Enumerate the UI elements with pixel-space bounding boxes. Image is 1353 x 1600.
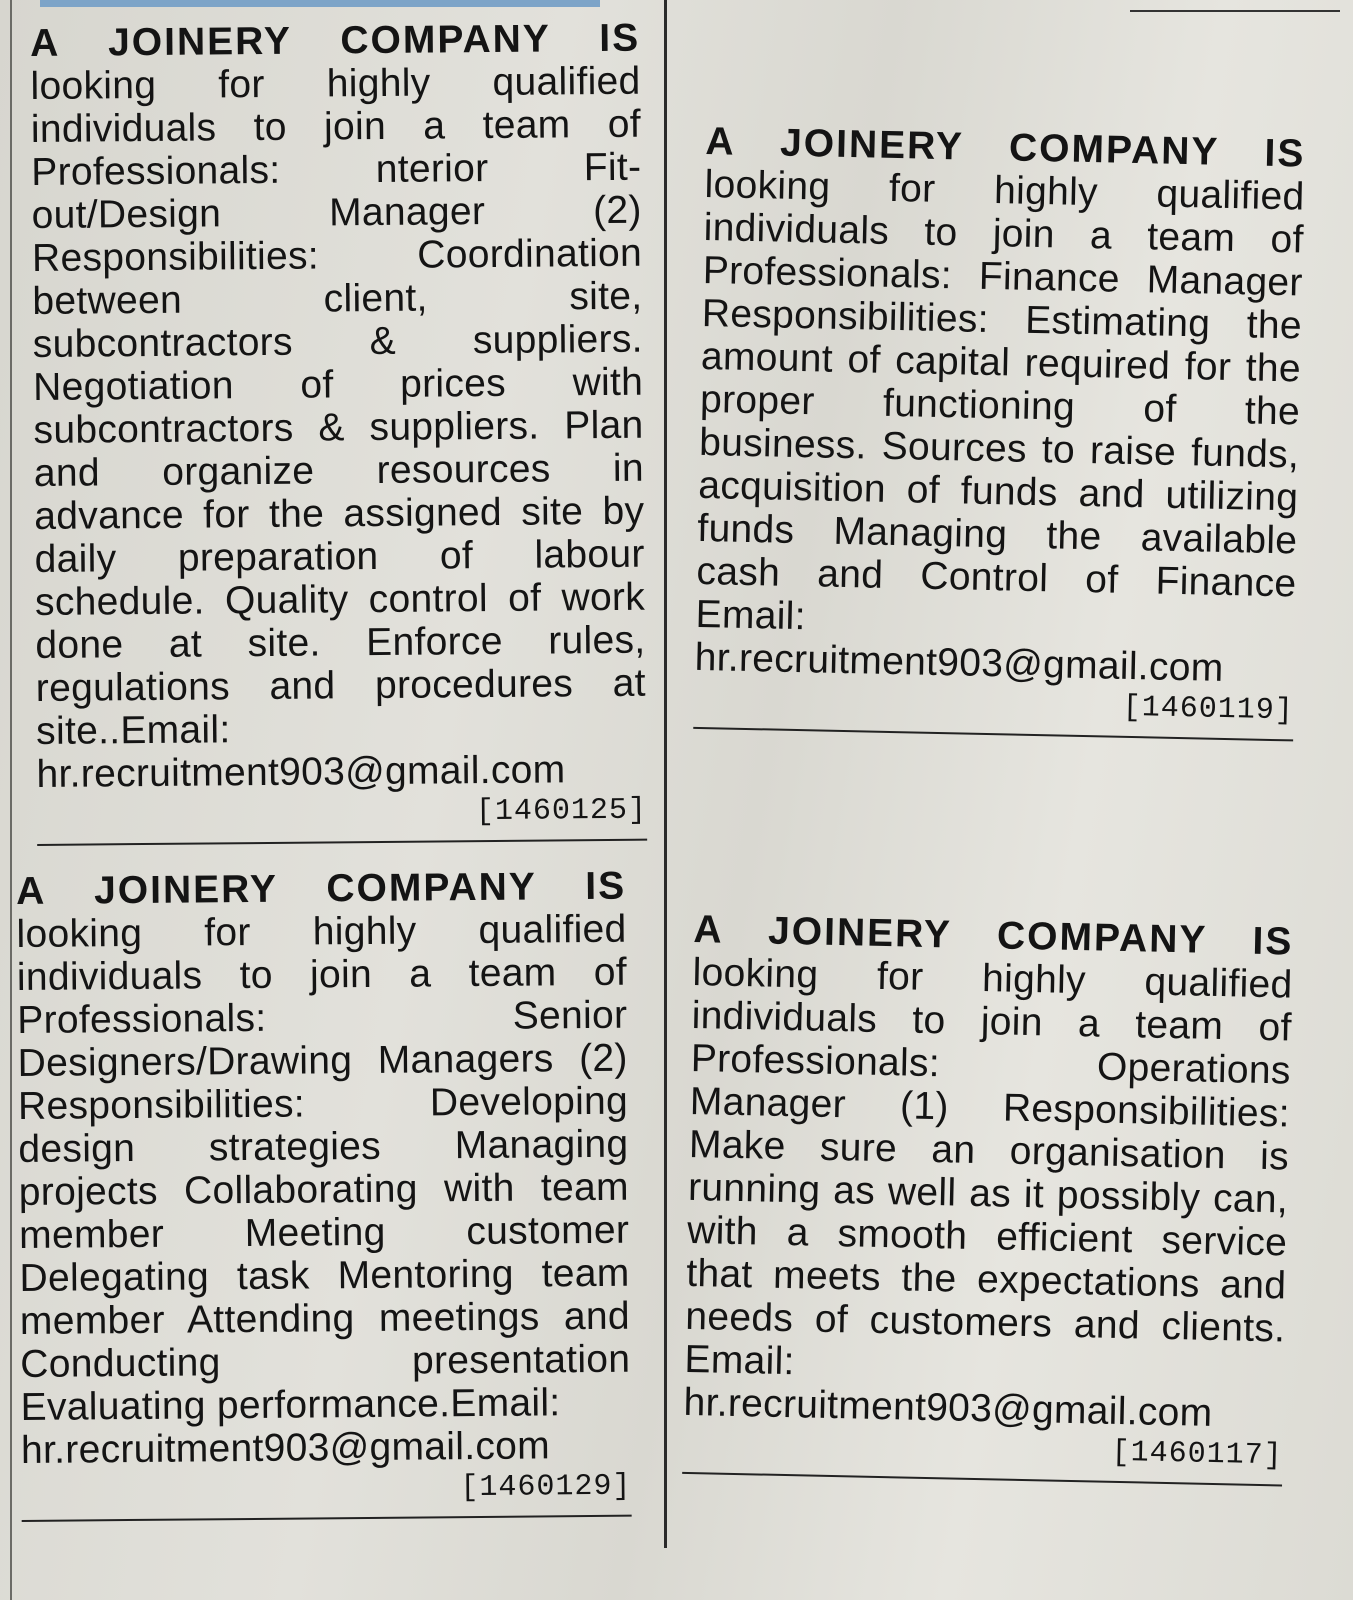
- ad-email: hr.recruitment903@gmail.com: [36, 748, 566, 796]
- ad-body: looking for highly qualified individuals to join a team of Professionals: Operations Manager (1) Responsibilities: Make sure an organisation is running as well as it possibly can, with a smooth efficient service that meets the expectations and needs of customers and clients. Email:: [684, 950, 1293, 1384]
- ad-text: [30, 17, 646, 753]
- left-column-rule: [10, 0, 12, 1600]
- ad-body: looking for highly qualified individuals to join a team of Professionals: Senior Designers/Drawing Managers (2) Responsibilities: Developing design strategies Managing projects Collaborating with team member Meeting customer Delegating task Mentoring team member Attending meetings and Conducting presentation Evaluating performance.Email:: [16, 907, 631, 1429]
- ad-reference-number: [1460129]: [460, 1469, 632, 1506]
- ad-body: looking for highly qualified individuals to join a team of Professionals: Finance Manager Responsibilities: Estimating the amount of capital required for the proper functioning of the business. Sources to raise funds, acquisition of funds and utilizing funds Managing the available cash and Control of Finance Email:: [695, 162, 1305, 639]
- top-color-strip: [40, 0, 600, 7]
- ad-reference-number: [1460125]: [475, 793, 648, 830]
- classified-ad-interior-fitout: [30, 17, 647, 846]
- ad-reference-number: [1460119]: [1122, 690, 1295, 729]
- ad-email: hr.recruitment903@gmail.com: [20, 1424, 551, 1472]
- ad-body: looking for highly qualified individuals to join a team of Professionals: nterior Fit-out/Design Manager (2) Responsibilities: Coordination between client, site, subcontractors & suppliers. Negotiation of prices with subcontractors & suppliers. Plan and organize resources in advance for the assigned site by daily preparation of labour schedule. Quality control of work done at site. Enforce rules, regulations and procedures at site..Email:: [30, 59, 646, 753]
- ad-text: [684, 908, 1294, 1393]
- ad-text: [16, 865, 631, 1429]
- ad-divider: [693, 727, 1293, 742]
- ad-divider: [682, 1472, 1282, 1487]
- classified-ad-senior-designers: [16, 865, 632, 1522]
- ad-divider: [37, 839, 647, 846]
- ad-headline: A JOINERY COMPANY IS: [705, 120, 1306, 176]
- classified-ad-operations-manager: [682, 908, 1294, 1486]
- ad-email: hr.recruitment903@gmail.com: [694, 635, 1224, 690]
- top-right-divider: [1130, 10, 1340, 12]
- ad-headline: A JOINERY COMPANY IS: [693, 908, 1294, 964]
- ad-headline: A JOINERY COMPANY IS: [30, 16, 641, 65]
- classified-ad-finance-manager: [693, 120, 1306, 741]
- ad-reference-number: [1460117]: [1111, 1435, 1283, 1474]
- column-divider: [664, 0, 667, 1548]
- ad-headline: A JOINERY COMPANY IS: [16, 864, 627, 913]
- ad-divider: [22, 1515, 632, 1522]
- ad-email: hr.recruitment903@gmail.com: [683, 1380, 1213, 1435]
- ad-text: [695, 120, 1306, 648]
